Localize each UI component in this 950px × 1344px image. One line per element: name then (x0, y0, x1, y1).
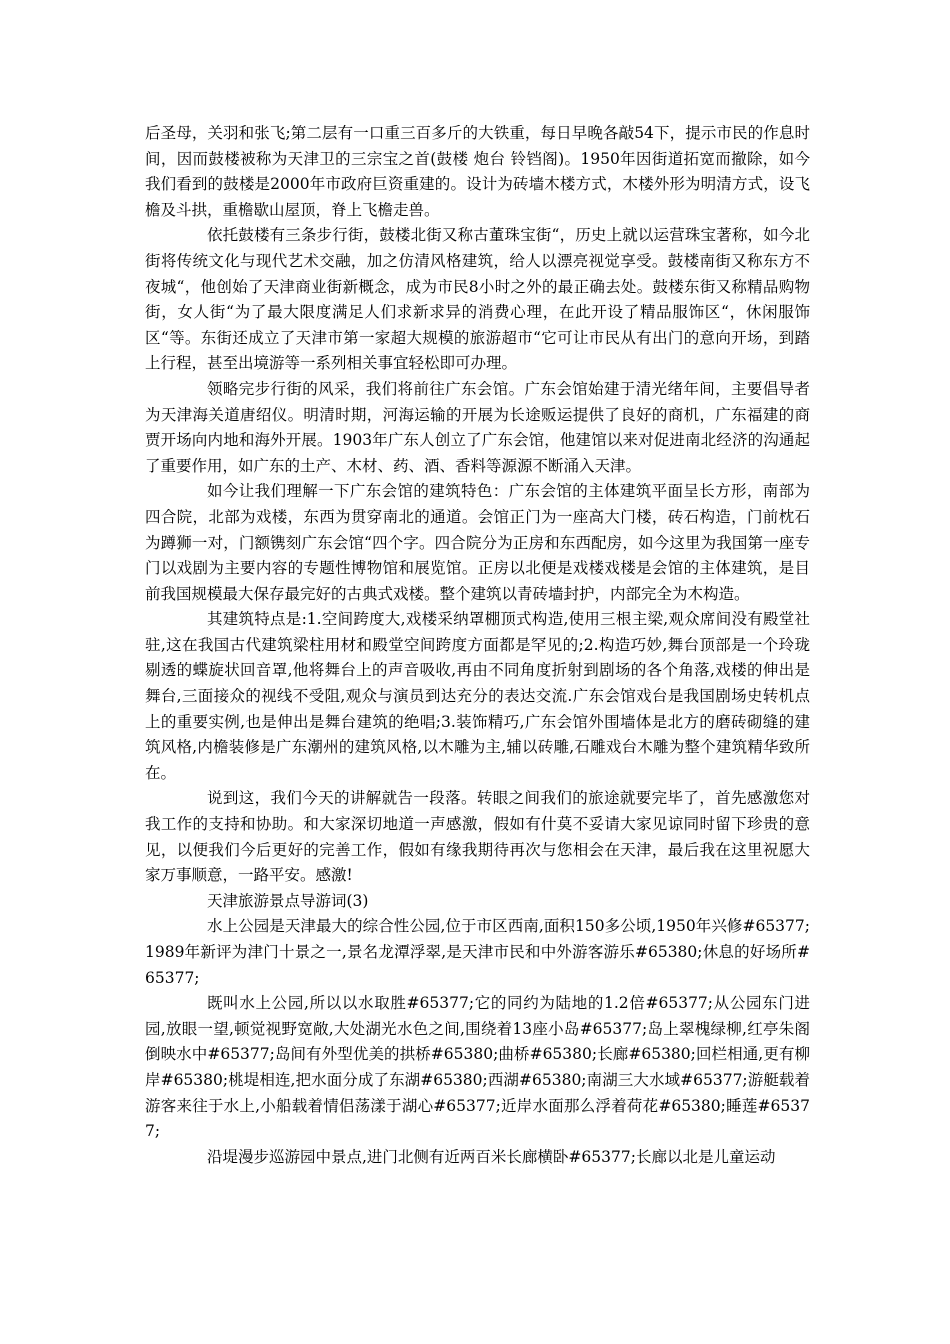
paragraph-guild-hall-architecture: 如今让我们理解一下广东会馆的建筑特色：广东会馆的主体建筑平面呈长方形，南部为四合院，北部为戏楼，东西为贯穿南北的通道。会馆正门为一座高大门楼，砖石构造，门前枕石为蹲狮一对，门额镌刻广东会馆“四个字。四合院分为正房和东西配房，如今这里为我国第一座专门以戏剧为主要内容的专题性博物馆和展览馆。正房以北便是戏楼戏楼是会馆的主体建筑，是目前我国规模最大保存最完好的古典式戏楼。整个建筑以青砖墙封护，内部完全为木构造。 (145, 482, 810, 603)
paragraph-farewell: 说到这，我们今天的讲解就告一段落。转眼之间我们的旅途就要完毕了，首先感激您对我工作的支持和协助。和大家深切地道一声感激，假如有什莫不妥请大家见谅同时留下珍贵的意见，以便我们今后更好的完善工作，假如有缘我期待再次与您相会在天津，最后我在这里祝愿大家万事顺意，一路平安。感激! (145, 789, 810, 885)
paragraph-guangdong-guild-hall-history: 领略完步行街的风采，我们将前往广东会馆。广东会馆始建于清光绪年间，主要倡导者为天津海关道唐绍仪。明清时期，河海运输的开展为长途贩运提供了良好的商机，广东福建的商贾开场向内地和海外开展。1903年广东人创立了广东会馆，他建馆以来对促进南北经济的沟通起了重要作用，如广东的土产、木材、药、酒、香料等源源不断涌入天津。 (145, 379, 810, 475)
paragraph-water-park-walk: 沿堤漫步巡游园中景点,进门北侧有近两百米长廊横卧#65377;长廊以北是儿童运动 (207, 1147, 776, 1166)
document-page (145, 121, 810, 1170)
paragraph-water-park-intro: 水上公园是天津最大的综合性公园,位于市区西南,面积150多公顷,1950年兴修#65377;1989年新评为津门十景之一,景名龙潭浮翠,是天津市民和中外游客游乐#65380;休息的好场所#65377; (145, 917, 810, 987)
paragraph-pedestrian-streets: 依托鼓楼有三条步行街，鼓楼北街又称古董珠宝街“，历史上就以运营珠宝著称，如今北街将传统文化与现代艺术交融，加之仿清风格建筑，给人以漂亮视觉享受。鼓楼南街又称东方不夜城“，他创始了天津商业街新概念，成为市民8小时之外的最正确去处。鼓楼东街又称精品购物街，女人街“为了最大限度满足人们求新求异的消费心理，在此开设了精品服饰区“，休闲服饰区“等。东街还成立了天津市第一家超大规模的旅游超市“它可让市民从有出门的意向开场，到踏上行程，甚至出境游等一系列相关事宜轻松即可办理。 (145, 226, 810, 373)
paragraph-water-park-scenery: 既叫水上公园,所以以水取胜#65377;它的同约为陆地的1.2倍#65377;从公园东门进园,放眼一望,顿觉视野宽敞,大处湖光水色之间,围绕着13座小岛#65377;岛上翠槐绿柳,红亭朱阁倒映水中#65377;岛间有外型优美的拱桥#65380;曲桥#65380;长廊#65380;回栏相通,更有柳岸#65380;桃堤相连,把水面分成了东湖#65380;西湖#65380;南湖三大水域#65377;游艇载着游客来往于水上,小船载着情侣荡漾于湖心#65377;近岸水面那么浮着荷花#65380;睡莲#65377; (145, 994, 810, 1141)
section-heading: 天津旅游景点导游词(3) (207, 891, 369, 910)
paragraph-architecture-features: 其建筑特点是:1.空间跨度大,戏楼采纳罩棚顶式构造,使用三根主梁,观众席间没有殿堂社驻,这在我国古代建筑梁柱用材和殿堂空间跨度方面都是罕见的;2.构造巧妙,舞台顶部是一个玲珑剔透的蝶旋状回音罩,他将舞台上的声音吸收,再由不同角度折射到剧场的各个角落,戏楼的伸出是舞台,三面接众的视线不受阻,观众与演员到达充分的表达交流.广东会馆戏台是我国剧场史转机点上的重要实例,也是伸出是舞台建筑的绝唱;3.装饰精巧,广东会馆外围墙体是北方的磨砖砌缝的建筑风格,内檐装修是广东潮州的建筑风格,以木雕为主,辅以砖雕,石雕戏台木雕为整个建筑精华致所在。 (145, 610, 810, 782)
paragraph-drum-tower: 后圣母，关羽和张飞;第二层有一口重三百多斤的大铁重，每日早晚各敲54下，提示市民的作息时间，因而鼓楼被称为天津卫的三宗宝之首(鼓楼 炮台 铃铛阁)。1950年因街道拓宽而撤除，如今我们看到的鼓楼是2000年市政府巨资重建的。设计为砖墙木楼方式，木楼外形为明清方式，设飞檐及斗拱，重檐歇山屋顶，脊上飞檐走兽。 (145, 124, 810, 219)
